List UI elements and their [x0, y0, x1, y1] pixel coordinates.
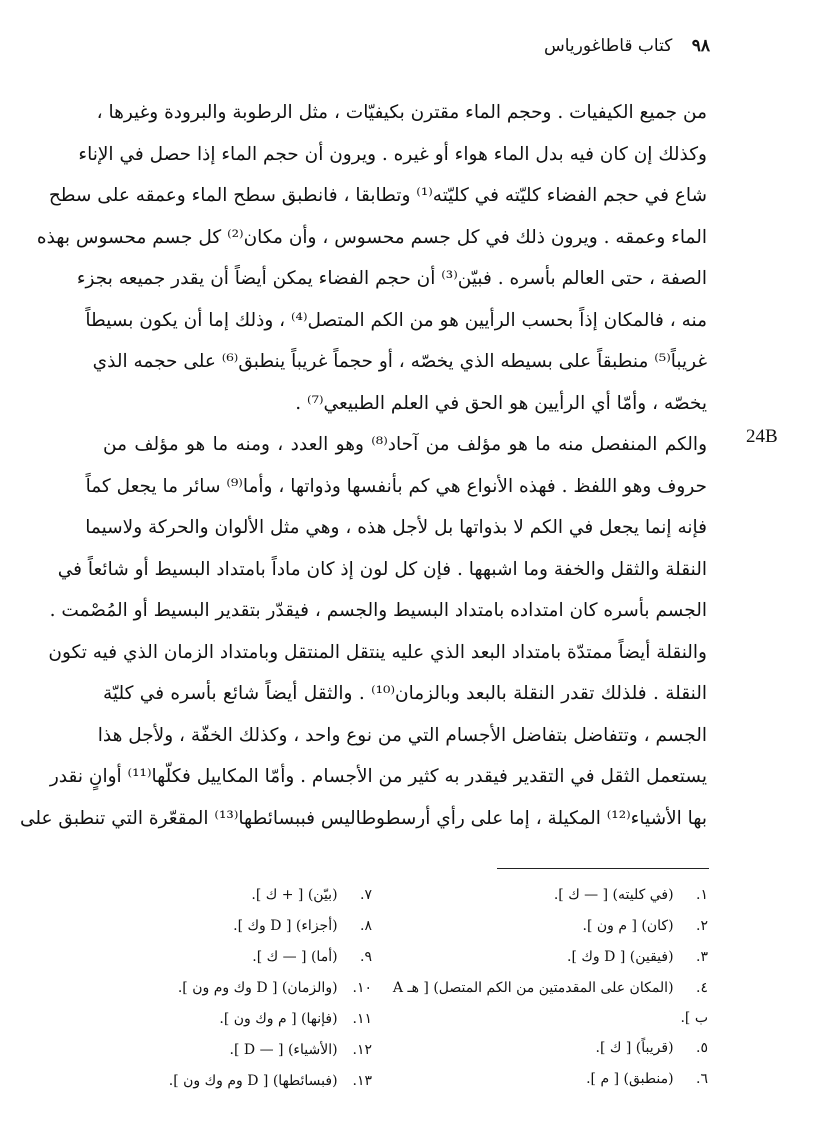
footnote-text: (أجزاء) [ D وك ]. — [233, 918, 338, 934]
footnote-number: ١٣. — [352, 1073, 372, 1089]
footnote-text: (والزمان) [ D وك وم ون ]. — [177, 980, 338, 996]
footnote-item — [100, 1066, 372, 1097]
text-line: يستعمل الثقل في التقدير فيقدر به كثير من الأجسام . وأمّا المكاييل فكلّها⁽¹¹⁾ أوانٍ نقدر — [49, 766, 707, 787]
text-line: بها الأشياء⁽¹²⁾ المكيلة ، إما على رأي أرسطوطاليس فببسائطها⁽¹³⁾ المقعّرة التي تنطبق على — [19, 807, 707, 829]
footnote-text: (بيّن) [ + ك ]. — [251, 887, 338, 903]
footnote-text: (أما) [ — ك ]. — [252, 949, 338, 965]
text-line: حروف وهو اللفظ . فهذه الأنواع هي كم بأنفسها وذواتها ، وأما⁽⁹⁾ سائر ما يجعل كماً — [85, 475, 707, 497]
footnote-item — [100, 1004, 372, 1035]
footnote-number: ١١. — [352, 1011, 372, 1027]
text-line: فإنه إنما يجعل في الكم لا بذواتها بل لأجل هذه ، وهي مثل الألوان والحركة ولاسيما — [85, 517, 707, 538]
footnote-text: (المكان على المقدمتين من الكم المتصل) [ هـ A ب ]. — [392, 980, 708, 1026]
text-line: وكذلك إن كان فيه بدل الماء هواء أو غيره . ويرون أن حجم الماء إذا حصل في الإناء — [78, 143, 707, 165]
footnote-item — [386, 1064, 708, 1095]
footnote-number: ٢. — [696, 918, 708, 934]
footnote-number: ١. — [696, 887, 708, 903]
footnote-number: ٤. — [696, 980, 708, 996]
text-line: النقلة . فلذلك تقدر النقلة بالبعد وبالزمان⁽¹⁰⁾ . والثقل أيضاً شائع بأسره في كليّة — [103, 683, 707, 704]
text-line: والكم المنفصل منه ما هو مؤلف من آحاد⁽⁸⁾ وهو العدد ، ومنه ما هو مؤلف من — [103, 434, 707, 455]
footnote-text: (فبسائطها) [ D وم وك ون ]. — [168, 1073, 338, 1089]
text-line: شاع في حجم الفضاء كليّته في كليّته⁽¹⁾ وتطابقا ، فانطبق سطح الماء وعمقه على سطح — [48, 185, 707, 206]
footnote-item — [386, 973, 708, 1033]
footnote-item — [100, 973, 372, 1004]
text-line: الصفة ، حتى العالم بأسره . فبيّن⁽³⁾ أن حجم الفضاء يمكن أيضاً أن يقدر جميعه بجزء — [76, 268, 707, 289]
book-title: كتاب قاطاغورياس — [543, 36, 673, 56]
footnote-number: ٣. — [696, 949, 708, 965]
footnotes-right-column — [386, 880, 708, 1095]
footnote-text: (فيقين) [ D وك ]. — [567, 949, 674, 965]
footnote-number: ١٢. — [352, 1042, 372, 1058]
text-line: يخصّه ، وأمّا أي الرأيين هو الحق في العلم الطبيعي⁽⁷⁾ . — [295, 392, 707, 414]
footnote-item — [386, 911, 708, 942]
footnote-text: (منطبق) [ م ]. — [586, 1071, 674, 1087]
footnote-text: (قريباً) [ ك ]. — [595, 1040, 674, 1056]
footnotes-left-column — [100, 880, 372, 1097]
text-line: الماء وعمقه . ويرون ذلك في كل جسم محسوس ، وأن مكان⁽²⁾ كل جسم محسوس بهذه — [36, 226, 707, 248]
footnote-item — [386, 880, 708, 911]
text-line: من جميع الكيفيات . وحجم الماء مقترن بكيفيّات ، مثل الرطوبة والبرودة وغيرها ، — [96, 102, 707, 123]
text-line: والنقلة أيضاً ممتدّة بامتداد البعد الذي عليه ينتقل المنتقل وبامتداد الزمان الذي فيه تكون — [48, 641, 707, 663]
footnote-divider — [497, 868, 709, 869]
footnote-text: (في كليته) [ — ك ]. — [553, 887, 674, 903]
page-number: ٩٨ — [691, 36, 710, 56]
text-line: الجسم ، وتتفاضل بتفاضل الأجسام التي من نوع واحد ، وكذلك الخفّة ، ولأجل هذا — [97, 724, 707, 746]
margin-reference: 24B — [746, 426, 778, 447]
footnote-number: ٥. — [696, 1040, 708, 1056]
footnote-item — [386, 942, 708, 973]
text-line: النقلة والثقل والخفة وما اشبهها . فإن كل لون إذ كان ماداً بامتداد البسيط أو شائعاً في — [57, 558, 707, 580]
paragraph-1 — [36, 92, 707, 424]
footnote-number: ٩. — [360, 949, 372, 965]
text-line: غريباً⁽⁵⁾ منطبقاً على بسيطه الذي يخصّه ، أو حجماً غريباً ينطبق⁽⁶⁾ على حجمه الذي — [92, 351, 707, 372]
footnote-item — [386, 1033, 708, 1064]
footnote-number: ١٠. — [352, 980, 372, 996]
footnote-item — [100, 911, 372, 942]
footnote-number: ٧. — [360, 887, 372, 903]
text-line: الجسم بأسره كان امتداده بامتداد البسيط والجسم ، فيقدّر بتقدير البسيط أو المُصْمت . — [49, 600, 707, 621]
text-line: منه ، فالمكان إذاً بحسب الرأيين هو من الكم المتصل⁽⁴⁾ ، وذلك إما أن يكون بسيطاً — [85, 309, 707, 331]
footnote-text: (الأشياء) [ — D ]. — [229, 1042, 338, 1058]
footnote-item — [100, 880, 372, 911]
footnote-text: (فإنها) [ م وك ون ]. — [219, 1011, 338, 1027]
footnote-item — [100, 942, 372, 973]
running-head — [544, 36, 710, 56]
footnote-number: ٨. — [360, 918, 372, 934]
footnote-number: ٦. — [696, 1071, 708, 1087]
footnote-text: (كان) [ م ون ]. — [582, 918, 674, 934]
paragraph-2 — [19, 424, 707, 839]
footnote-item — [100, 1035, 372, 1066]
